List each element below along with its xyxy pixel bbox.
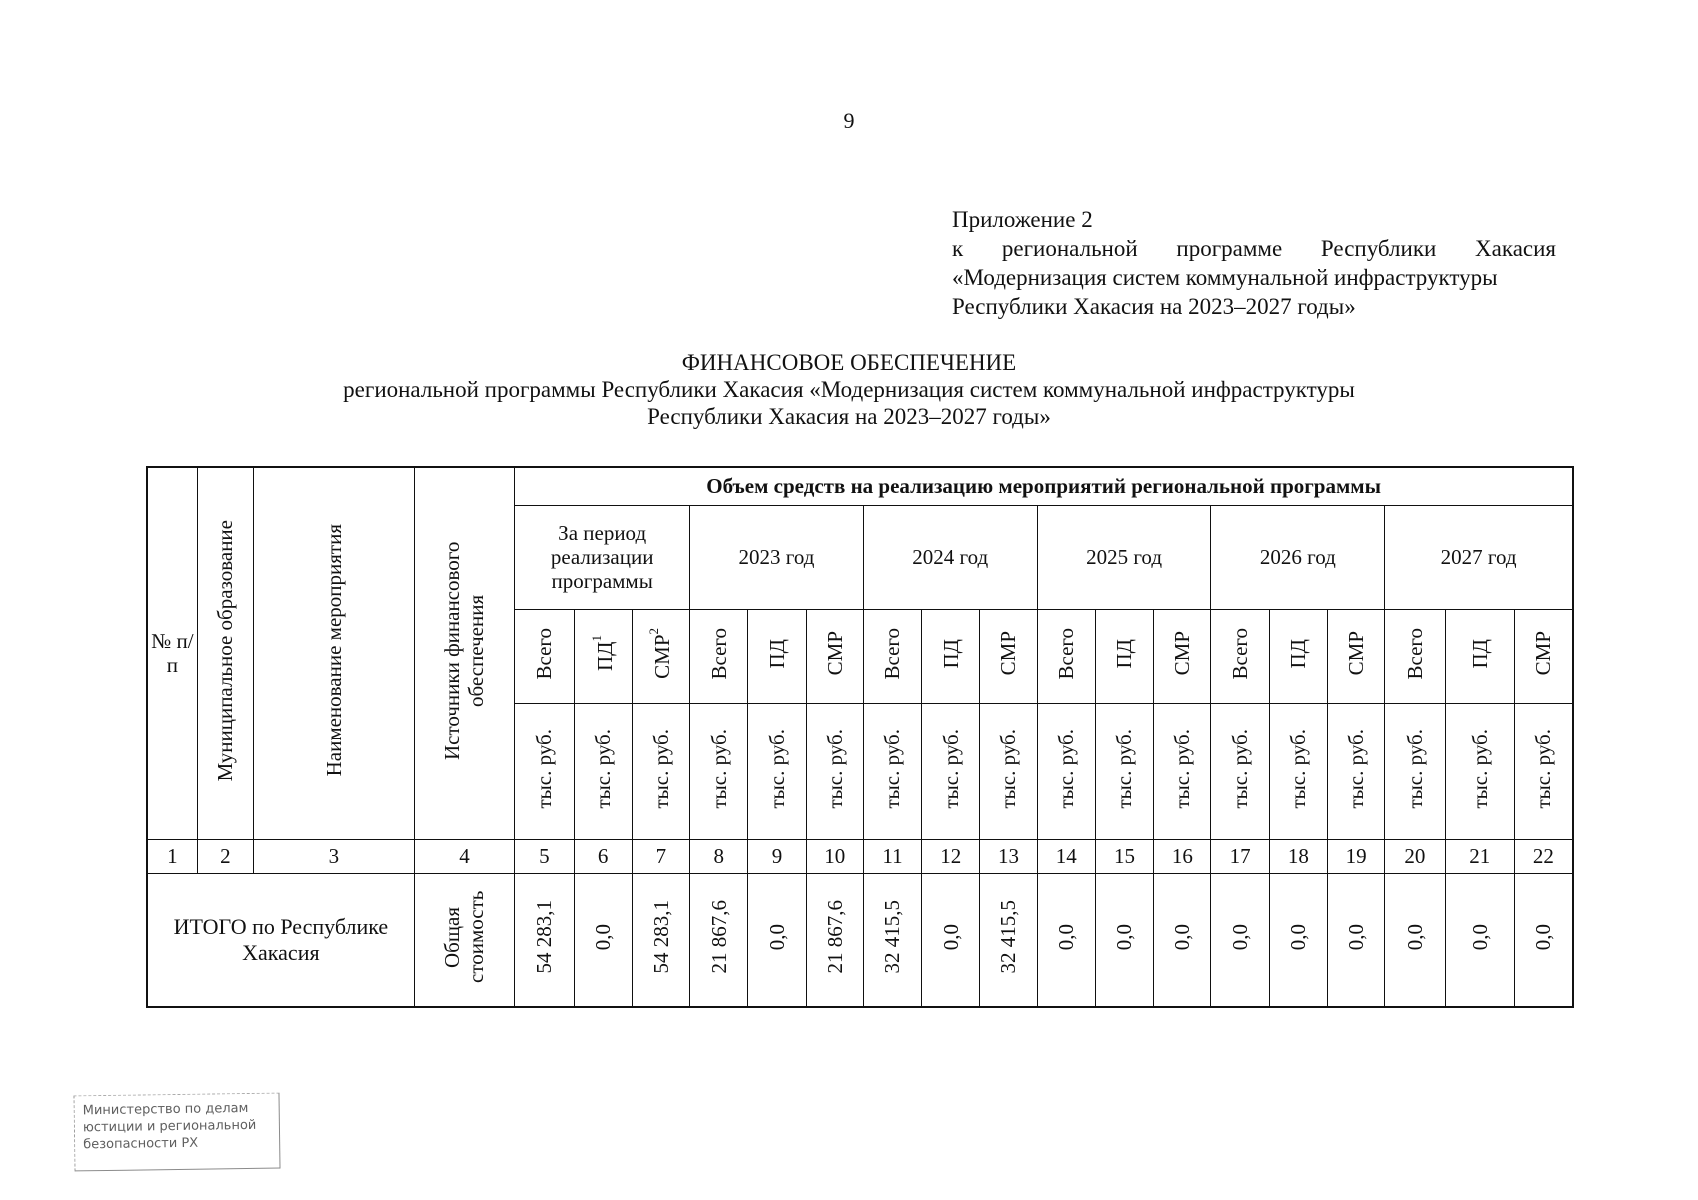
header-kind-label: ПД [1286,638,1311,669]
total-value-cell [632,873,689,1007]
header-unit-label: тыс. руб. [648,728,673,809]
header-kind-label: Всего [1402,627,1427,680]
column-number: 12 [922,839,980,873]
header-kind-label: Всего [1054,627,1079,680]
header-unit [632,703,689,839]
total-value: 21 867,6 [706,900,731,974]
header-kind-label: СМР [1170,631,1195,676]
header-kind [1514,609,1573,703]
header-kind-label: $ПД^1$ [588,635,617,672]
header-unit-label: тыс. руб. [532,728,557,809]
column-number: 14 [1037,839,1095,873]
header-no: № п/п [147,467,197,839]
header-unit [1269,703,1327,839]
column-number: 18 [1269,839,1327,873]
total-value-cell [1037,873,1095,1007]
page-number: 9 [843,108,855,133]
footnote-mark: 1 [588,635,604,642]
header-unit-label: тыс. руб. [822,728,847,809]
header-kind [515,609,574,703]
total-value: 0,0 [1228,924,1253,951]
header-period-5: 2027 год [1385,505,1573,609]
header-unit-label: тыс. руб. [764,728,789,809]
header-kind-label: ПД [1112,638,1137,669]
header-unit-label: тыс. руб. [1402,728,1427,809]
header-kind [1095,609,1153,703]
column-number: 15 [1095,839,1153,873]
column-number: 1 [147,839,197,873]
header-unit [515,703,574,839]
header-period-2: 2024 год [863,505,1037,609]
header-kind [922,609,980,703]
total-value-cell [1327,873,1384,1007]
header-unit-label: тыс. руб. [1170,728,1195,809]
total-value-cell [574,873,632,1007]
stamp-line-3: безопасности РХ [83,1135,199,1153]
header-kind-label: СМР [996,631,1021,676]
column-number: 11 [863,839,921,873]
header-kind-label: СМР [822,631,847,676]
total-value: 54 283,1 [648,900,673,974]
header-period-4: 2026 год [1211,505,1385,609]
header-unit [1445,703,1514,839]
header-unit-label: тыс. руб. [1467,728,1492,809]
column-number: 17 [1211,839,1269,873]
header-event-label: Наименование мероприятия [321,524,346,777]
header-source [414,467,514,839]
header-unit-label: тыс. руб. [996,728,1021,809]
total-source-label: Общая стоимость [440,891,489,984]
header-unit [806,703,863,839]
total-value: 0,0 [1531,924,1556,951]
stamp-line-2: юстиции и региональной [82,1117,257,1136]
header-kind [1211,609,1269,703]
total-value: 54 283,1 [532,900,557,974]
header-kind [863,609,921,703]
header-kind [1269,609,1327,703]
total-value-cell [748,873,806,1007]
total-value: 32 415,5 [996,900,1021,974]
header-unit-label: тыс. руб. [1286,728,1311,809]
title-line-3: Республики Хакасия на 2023–2027 годы» [647,404,1051,429]
header-unit-label: тыс. руб. [706,728,731,809]
total-value-cell [1445,873,1514,1007]
column-number: 13 [980,839,1037,873]
total-value-cell [1514,873,1573,1007]
header-kind [1445,609,1514,703]
header-kind [574,609,632,703]
column-number: 9 [748,839,806,873]
column-number-row [147,839,1573,873]
header-kind-label: ПД [764,638,789,669]
footnote-mark: 2 [646,628,662,635]
document-title [0,349,1698,430]
header-unit-label: тыс. руб. [1054,728,1079,809]
column-number: 5 [515,839,574,873]
header-kind-label: ПД [1467,638,1492,669]
column-number: 4 [414,839,514,873]
header-unit [863,703,921,839]
header-unit-label: тыс. руб. [938,728,963,809]
header-event [254,467,415,839]
header-kind [690,609,748,703]
stamp-line-1: Министерство по делам [82,1101,249,1119]
header-unit-label: тыс. руб. [1344,728,1369,809]
header-volume: Объем средств на реализацию мероприятий региональной программы [515,467,1573,505]
total-source [414,873,514,1007]
total-value-cell [863,873,921,1007]
total-value-cell [1095,873,1153,1007]
total-value-cell [1385,873,1445,1007]
header-kind [980,609,1037,703]
title-line-2: региональной программы Республики Хакасия «Модернизация систем коммунальной инфраструктуры [343,377,1355,402]
appendix-block [952,205,1556,321]
total-value: 0,0 [1054,924,1079,951]
column-number: 3 [254,839,415,873]
header-unit [1327,703,1384,839]
column-number: 10 [806,839,863,873]
header-unit [1514,703,1573,839]
header-kind-label: Всего [1228,627,1253,680]
header-unit [980,703,1037,839]
header-kind [1385,609,1445,703]
total-value: 0,0 [938,924,963,951]
header-period-3: 2025 год [1037,505,1211,609]
column-number: 2 [197,839,253,873]
column-number: 20 [1385,839,1445,873]
total-value-cell [690,873,748,1007]
header-municipality [197,467,253,839]
header-unit-label: тыс. руб. [1112,728,1137,809]
column-number: 8 [690,839,748,873]
header-unit-label: тыс. руб. [1531,728,1556,809]
header-kind-label: ПД [938,638,963,669]
header-period-1: 2023 год [690,505,864,609]
total-value-cell [1154,873,1211,1007]
total-value-cell [515,873,574,1007]
total-value-cell [922,873,980,1007]
appendix-line-2: к региональной программе Республики Хакасия [952,236,1556,261]
header-unit [1385,703,1445,839]
header-kind-label: СМР [1344,631,1369,676]
column-number: 7 [632,839,689,873]
header-kind-label: Всего [532,627,557,680]
appendix-line-3: «Модернизация систем коммунальной инфраструктуры [952,265,1498,290]
column-number: 21 [1445,839,1514,873]
header-kind [632,609,689,703]
total-value: 0,0 [1286,924,1311,951]
header-unit [1211,703,1269,839]
header-kind [1037,609,1095,703]
total-value-cell [980,873,1037,1007]
total-row [147,873,1573,1007]
total-value-cell [1269,873,1327,1007]
header-unit [1154,703,1211,839]
header-unit-label: тыс. руб. [1228,728,1253,809]
total-value-cell [1211,873,1269,1007]
appendix-line-4: Республики Хакасия на 2023–2027 годы» [952,294,1356,319]
header-unit-label: тыс. руб. [591,728,616,809]
header-municipality-label: Муниципальное образование [213,519,238,782]
total-value: 0,0 [1467,924,1492,951]
total-value: 0,0 [1344,924,1369,951]
header-period-0: За период реализации программы [515,505,690,609]
header-kind [1327,609,1384,703]
column-number: 19 [1327,839,1384,873]
header-unit-label: тыс. руб. [880,728,905,809]
header-kind [806,609,863,703]
header-kind [748,609,806,703]
header-kind-label: Всего [880,627,905,680]
total-value: 0,0 [1402,924,1427,951]
total-value: 0,0 [591,924,616,951]
header-unit [748,703,806,839]
header-row-volume [147,467,1573,505]
total-value: 0,0 [1112,924,1137,951]
total-value: 32 415,5 [880,900,905,974]
appendix-title: Приложение 2 [952,207,1093,232]
registration-stamp [73,1093,280,1172]
header-kind-label: СМР$^2$ [646,628,675,679]
header-unit [690,703,748,839]
total-value-cell [806,873,863,1007]
column-number: 22 [1514,839,1573,873]
header-unit [922,703,980,839]
header-kind-label: Всего [706,627,731,680]
header-kind [1154,609,1211,703]
header-unit [1037,703,1095,839]
financing-table [146,466,1574,1008]
total-label: ИТОГО по Республике Хакасия [147,873,414,1007]
column-number: 6 [574,839,632,873]
header-unit [1095,703,1153,839]
header-kind-label: СМР [1531,631,1556,676]
total-value: 21 867,6 [822,900,847,974]
title-line-1: ФИНАНСОВОЕ ОБЕСПЕЧЕНИЕ [681,350,1017,375]
column-number: 16 [1154,839,1211,873]
header-unit [574,703,632,839]
header-source-label: Источники финансового обеспечения [440,541,489,760]
total-value: 0,0 [1170,924,1195,951]
total-value: 0,0 [764,924,789,951]
